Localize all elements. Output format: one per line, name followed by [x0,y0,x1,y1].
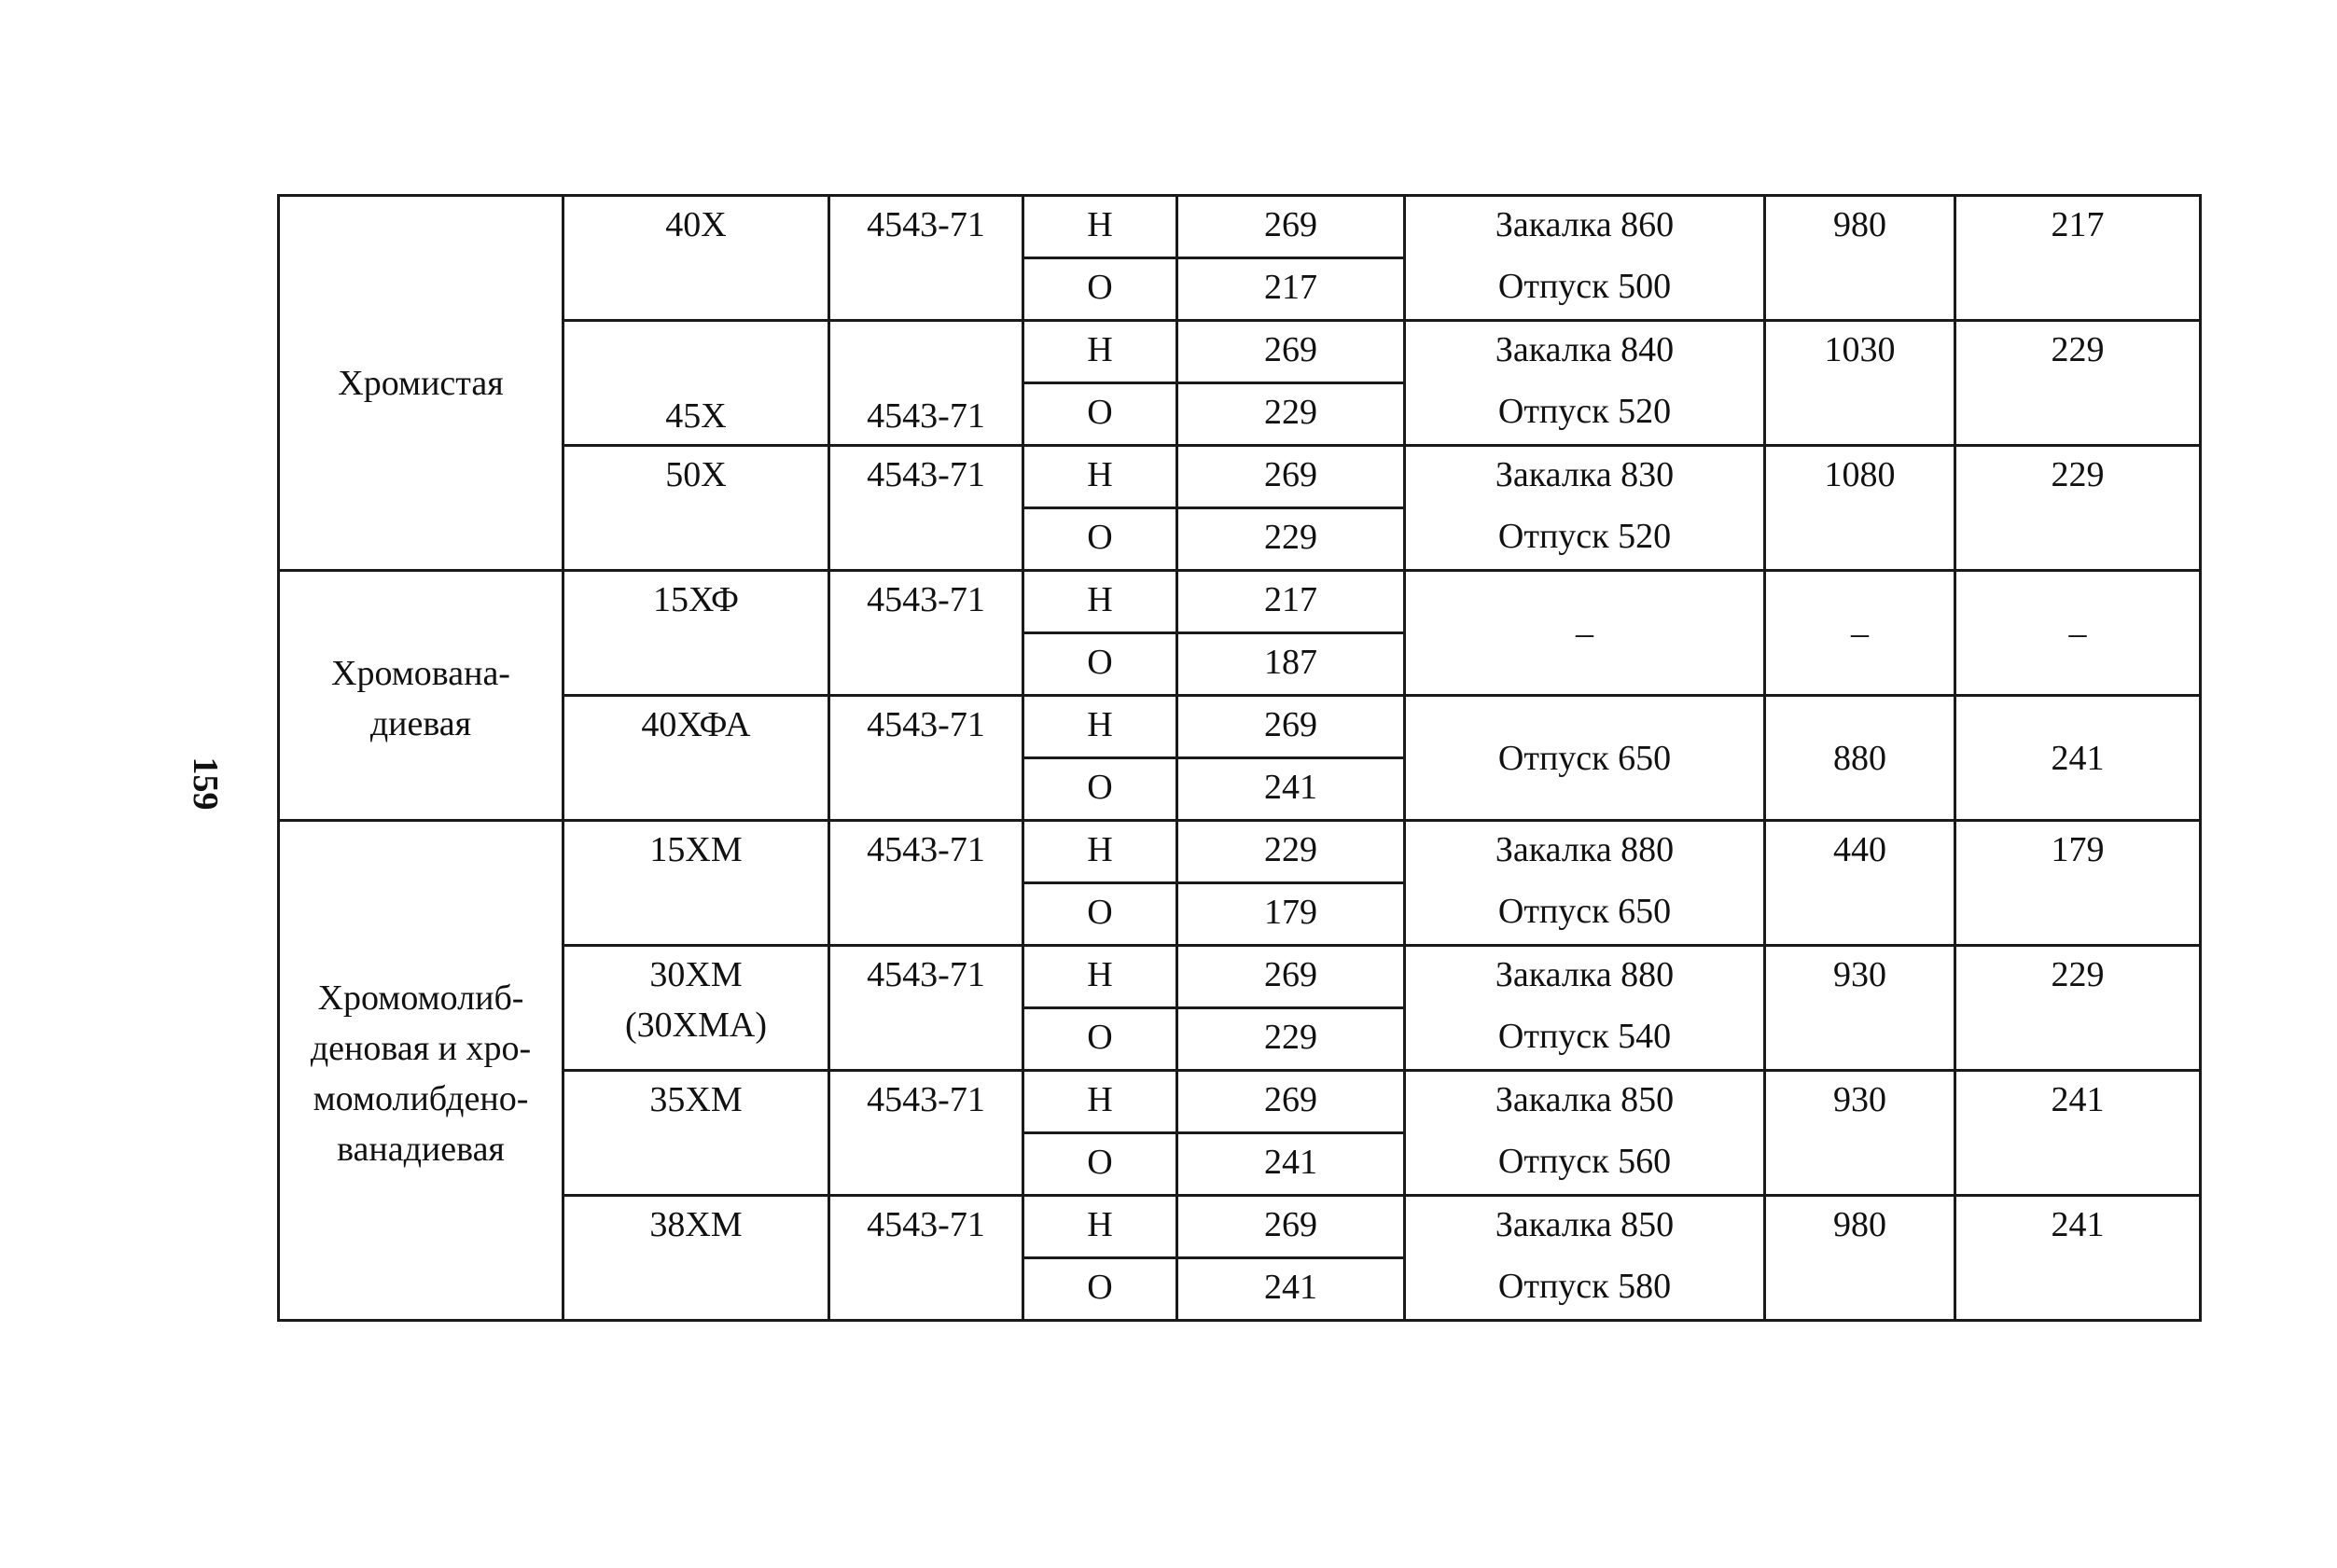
heat-treatment: Отпуск 500 [1405,258,1765,321]
hardness-value: 269 [1177,321,1405,383]
heat-treatment: Закалка 830 [1405,446,1765,508]
heat-treatment: Отпуск 650 [1405,696,1765,821]
hardness-value: 241 [1177,1258,1405,1321]
heat-treatment: Закалка 860 [1405,196,1765,258]
hardness-after: 217 [1955,196,2201,321]
steel-standard: 4543-71 [829,821,1023,946]
heat-treatment: Закалка 880 [1405,946,1765,1008]
table-row [279,321,2201,383]
steel-standard: 4543-71 [829,1196,1023,1321]
hardness-value: 187 [1177,633,1405,696]
hardness-value: 179 [1177,883,1405,946]
hardness-value: 269 [1177,446,1405,508]
state-code: О [1023,633,1177,696]
state-code: Н [1023,321,1177,383]
hardness-value: 269 [1177,696,1405,758]
steel-grade: 15ХМ [563,821,829,946]
strength-value: 880 [1765,696,1955,821]
strength-value: 980 [1765,1196,1955,1321]
steel-standard: 4543-71 [829,1071,1023,1196]
hardness-value: 217 [1177,571,1405,633]
hardness-after: – [1955,571,2201,696]
hardness-after: 229 [1955,946,2201,1071]
heat-treatment: Закалка 880 [1405,821,1765,883]
hardness-after: 241 [1955,1071,2201,1196]
hardness-value: 229 [1177,821,1405,883]
heat-treatment: Отпуск 650 [1405,883,1765,946]
hardness-value: 229 [1177,383,1405,446]
hardness-value: 241 [1177,1133,1405,1196]
table-row [279,1071,2201,1133]
hardness-value: 229 [1177,508,1405,571]
state-code: Н [1023,571,1177,633]
heat-treatment: Отпуск 520 [1405,383,1765,446]
group-name-line: момолибдено- [313,1078,529,1118]
state-code: О [1023,383,1177,446]
strength-value: 440 [1765,821,1955,946]
hardness-after: 241 [1955,696,2201,821]
steel-grade: 35ХМ [563,1071,829,1196]
hardness-value: 269 [1177,196,1405,258]
hardness-after: 241 [1955,1196,2201,1321]
heat-treatment: Отпуск 540 [1405,1008,1765,1071]
heat-treatment: Закалка 850 [1405,1071,1765,1133]
group-name-line: ванадиевая [337,1129,505,1169]
steel-standard: 4543-71 [829,696,1023,821]
hardness-value: 269 [1177,1196,1405,1258]
state-code: Н [1023,196,1177,258]
state-code: Н [1023,1071,1177,1133]
steel-grade: 40Х [563,196,829,321]
steel-grade: 50Х [563,446,829,571]
state-code: Н [1023,1196,1177,1258]
strength-value: 930 [1765,946,1955,1071]
state-code: О [1023,508,1177,571]
hardness-after: 179 [1955,821,2201,946]
strength-value: 1080 [1765,446,1955,571]
hardness-after: 229 [1955,446,2201,571]
table-row [279,446,2201,508]
heat-treatment: Закалка 840 [1405,321,1765,383]
state-code: О [1023,758,1177,821]
state-code: О [1023,258,1177,321]
table-row [279,696,2201,758]
heat-treatment: Закалка 850 [1405,1196,1765,1258]
strength-value: 1030 [1765,321,1955,446]
strength-value: 980 [1765,196,1955,321]
steel-standard: 4543-71 [829,571,1023,696]
strength-value: 930 [1765,1071,1955,1196]
steel-grade: 15ХФ [563,571,829,696]
state-code: О [1023,1258,1177,1321]
steel-grade-main: 30ХМ [649,955,743,994]
steel-group-name: Хромистая [279,196,563,571]
state-code: Н [1023,446,1177,508]
steel-grade: 45Х [563,321,829,446]
hardness-value: 217 [1177,258,1405,321]
steel-grade: 40ХФА [563,696,829,821]
hardness-value: 241 [1177,758,1405,821]
heat-treatment: Отпуск 560 [1405,1133,1765,1196]
state-code: О [1023,1133,1177,1196]
table-row [279,821,2201,883]
state-code: О [1023,883,1177,946]
group-name-line: Хромомолиб- [317,978,524,1018]
state-code: Н [1023,696,1177,758]
state-code: Н [1023,946,1177,1008]
steel-properties-table [277,194,2202,1322]
table-row [279,571,2201,633]
hardness-value: 269 [1177,946,1405,1008]
table-row [279,946,2201,1008]
steel-grade [563,946,829,1071]
strength-value: – [1765,571,1955,696]
steel-grade-alt: (30ХМА) [625,1006,767,1045]
heat-treatment: – [1405,571,1765,696]
heat-treatment: Отпуск 580 [1405,1258,1765,1321]
table-row [279,1196,2201,1258]
steel-standard: 4543-71 [829,321,1023,446]
steel-standard: 4543-71 [829,946,1023,1071]
group-name-line: деновая и хро- [310,1028,532,1068]
table-row [279,196,2201,258]
steel-standard: 4543-71 [829,446,1023,571]
state-code: О [1023,1008,1177,1071]
steel-group-name [279,571,563,821]
group-name-line: диевая [369,703,472,743]
heat-treatment: Отпуск 520 [1405,508,1765,571]
steel-grade: 38ХМ [563,1196,829,1321]
hardness-value: 269 [1177,1071,1405,1133]
hardness-value: 229 [1177,1008,1405,1071]
page-number: 159 [186,756,225,811]
steel-standard: 4543-71 [829,196,1023,321]
group-name-line: Хромована- [331,653,510,693]
state-code: Н [1023,821,1177,883]
steel-group-name [279,821,563,1321]
hardness-after: 229 [1955,321,2201,446]
